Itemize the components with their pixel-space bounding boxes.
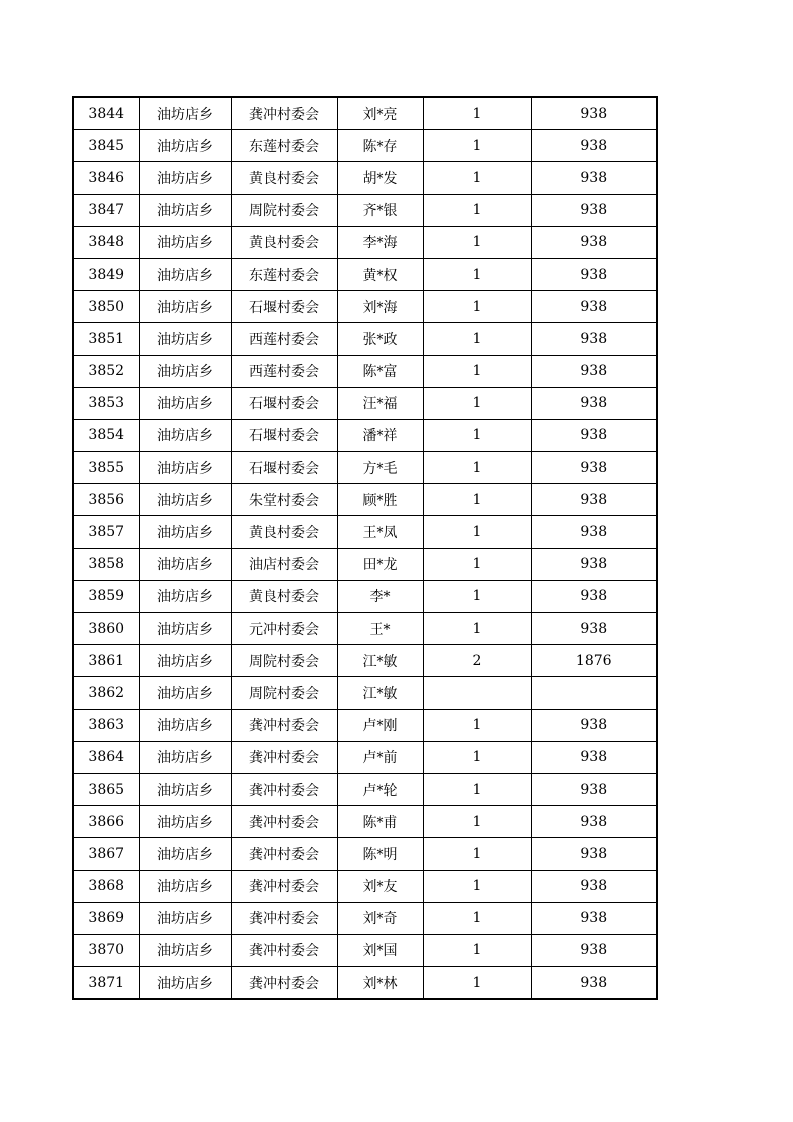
cell-name: 刘*海 — [337, 291, 423, 323]
cell-amount: 938 — [531, 484, 657, 516]
cell-id: 3868 — [73, 870, 139, 902]
cell-amount: 938 — [531, 967, 657, 1000]
table-row — [73, 806, 657, 838]
cell-id: 3854 — [73, 419, 139, 451]
cell-count: 1 — [423, 291, 531, 323]
cell-count: 1 — [423, 452, 531, 484]
cell-village: 油店村委会 — [231, 548, 337, 580]
cell-count: 1 — [423, 967, 531, 1000]
table-row — [73, 258, 657, 290]
cell-amount: 938 — [531, 902, 657, 934]
cell-township: 油坊店乡 — [139, 580, 231, 612]
cell-count: 1 — [423, 484, 531, 516]
cell-id: 3870 — [73, 934, 139, 966]
cell-amount: 938 — [531, 773, 657, 805]
table-row — [73, 580, 657, 612]
table-row — [73, 967, 657, 1000]
cell-count: 1 — [423, 355, 531, 387]
cell-township: 油坊店乡 — [139, 516, 231, 548]
cell-village: 石堰村委会 — [231, 387, 337, 419]
cell-amount: 938 — [531, 452, 657, 484]
cell-township: 油坊店乡 — [139, 130, 231, 162]
cell-id: 3857 — [73, 516, 139, 548]
cell-count: 1 — [423, 323, 531, 355]
cell-name: 刘*国 — [337, 934, 423, 966]
cell-village: 黄良村委会 — [231, 516, 337, 548]
cell-name: 卢*轮 — [337, 773, 423, 805]
table-row — [73, 130, 657, 162]
cell-id: 3863 — [73, 709, 139, 741]
cell-village: 龚冲村委会 — [231, 709, 337, 741]
cell-id: 3855 — [73, 452, 139, 484]
cell-name: 李*海 — [337, 226, 423, 258]
cell-id: 3850 — [73, 291, 139, 323]
cell-count: 1 — [423, 387, 531, 419]
cell-amount: 938 — [531, 741, 657, 773]
cell-id: 3858 — [73, 548, 139, 580]
cell-count: 1 — [423, 419, 531, 451]
cell-name: 李* — [337, 580, 423, 612]
cell-amount: 938 — [531, 387, 657, 419]
table-row — [73, 838, 657, 870]
cell-township: 油坊店乡 — [139, 677, 231, 709]
cell-township: 油坊店乡 — [139, 902, 231, 934]
cell-id: 3864 — [73, 741, 139, 773]
cell-id: 3867 — [73, 838, 139, 870]
table-row — [73, 516, 657, 548]
cell-id: 3859 — [73, 580, 139, 612]
cell-village: 龚冲村委会 — [231, 870, 337, 902]
cell-township: 油坊店乡 — [139, 806, 231, 838]
cell-amount: 938 — [531, 194, 657, 226]
cell-id: 3862 — [73, 677, 139, 709]
cell-township: 油坊店乡 — [139, 613, 231, 645]
cell-count: 1 — [423, 709, 531, 741]
cell-count: 1 — [423, 741, 531, 773]
table-row — [73, 484, 657, 516]
cell-village: 周院村委会 — [231, 645, 337, 677]
cell-name: 胡*发 — [337, 162, 423, 194]
cell-amount: 938 — [531, 806, 657, 838]
table-row — [73, 677, 657, 709]
cell-name: 张*政 — [337, 323, 423, 355]
cell-count — [423, 677, 531, 709]
cell-id: 3860 — [73, 613, 139, 645]
cell-village: 龚冲村委会 — [231, 97, 337, 130]
cell-name: 刘*奇 — [337, 902, 423, 934]
table-row — [73, 162, 657, 194]
cell-amount: 938 — [531, 613, 657, 645]
cell-township: 油坊店乡 — [139, 870, 231, 902]
cell-count: 1 — [423, 162, 531, 194]
cell-township: 油坊店乡 — [139, 194, 231, 226]
cell-township: 油坊店乡 — [139, 226, 231, 258]
cell-village: 元冲村委会 — [231, 613, 337, 645]
cell-name: 陈*甫 — [337, 806, 423, 838]
cell-village: 朱堂村委会 — [231, 484, 337, 516]
cell-count: 1 — [423, 226, 531, 258]
cell-count: 1 — [423, 580, 531, 612]
cell-amount: 938 — [531, 419, 657, 451]
cell-village: 龚冲村委会 — [231, 773, 337, 805]
cell-id: 3852 — [73, 355, 139, 387]
cell-amount: 1876 — [531, 645, 657, 677]
cell-name: 卢*前 — [337, 741, 423, 773]
cell-amount: 938 — [531, 838, 657, 870]
cell-id: 3866 — [73, 806, 139, 838]
cell-id: 3849 — [73, 258, 139, 290]
cell-amount: 938 — [531, 934, 657, 966]
cell-township: 油坊店乡 — [139, 645, 231, 677]
cell-township: 油坊店乡 — [139, 934, 231, 966]
cell-count: 1 — [423, 548, 531, 580]
cell-count: 1 — [423, 902, 531, 934]
table-row — [73, 194, 657, 226]
cell-village: 黄良村委会 — [231, 226, 337, 258]
cell-count: 1 — [423, 97, 531, 130]
cell-amount: 938 — [531, 291, 657, 323]
cell-amount: 938 — [531, 580, 657, 612]
cell-township: 油坊店乡 — [139, 355, 231, 387]
cell-name: 陈*存 — [337, 130, 423, 162]
cell-amount: 938 — [531, 97, 657, 130]
table-row — [73, 226, 657, 258]
cell-name: 刘*友 — [337, 870, 423, 902]
cell-amount: 938 — [531, 870, 657, 902]
cell-township: 油坊店乡 — [139, 419, 231, 451]
cell-village: 石堰村委会 — [231, 291, 337, 323]
cell-name: 刘*亮 — [337, 97, 423, 130]
cell-village: 西莲村委会 — [231, 355, 337, 387]
cell-township: 油坊店乡 — [139, 741, 231, 773]
cell-count: 1 — [423, 516, 531, 548]
table-row — [73, 870, 657, 902]
cell-township: 油坊店乡 — [139, 838, 231, 870]
cell-amount: 938 — [531, 709, 657, 741]
cell-township: 油坊店乡 — [139, 967, 231, 1000]
cell-amount: 938 — [531, 516, 657, 548]
cell-name: 陈*富 — [337, 355, 423, 387]
cell-township: 油坊店乡 — [139, 323, 231, 355]
table-row — [73, 452, 657, 484]
roster-table — [72, 96, 658, 1000]
table-row — [73, 419, 657, 451]
cell-township: 油坊店乡 — [139, 97, 231, 130]
cell-amount — [531, 677, 657, 709]
cell-name: 王* — [337, 613, 423, 645]
cell-id: 3871 — [73, 967, 139, 1000]
cell-name: 田*龙 — [337, 548, 423, 580]
table-row — [73, 548, 657, 580]
cell-id: 3851 — [73, 323, 139, 355]
cell-count: 1 — [423, 870, 531, 902]
cell-amount: 938 — [531, 355, 657, 387]
table-row — [73, 291, 657, 323]
cell-amount: 938 — [531, 548, 657, 580]
cell-name: 卢*刚 — [337, 709, 423, 741]
cell-village: 东莲村委会 — [231, 130, 337, 162]
cell-count: 1 — [423, 934, 531, 966]
cell-count: 1 — [423, 613, 531, 645]
cell-count: 1 — [423, 258, 531, 290]
cell-name: 王*凤 — [337, 516, 423, 548]
table-row — [73, 323, 657, 355]
cell-id: 3865 — [73, 773, 139, 805]
cell-name: 刘*林 — [337, 967, 423, 1000]
cell-township: 油坊店乡 — [139, 258, 231, 290]
roster-table-body — [73, 97, 657, 999]
table-row — [73, 934, 657, 966]
table-row — [73, 741, 657, 773]
cell-township: 油坊店乡 — [139, 452, 231, 484]
cell-name: 顾*胜 — [337, 484, 423, 516]
cell-name: 齐*银 — [337, 194, 423, 226]
cell-village: 石堰村委会 — [231, 452, 337, 484]
table-row — [73, 387, 657, 419]
cell-id: 3844 — [73, 97, 139, 130]
cell-village: 龚冲村委会 — [231, 838, 337, 870]
cell-township: 油坊店乡 — [139, 773, 231, 805]
cell-name: 黄*权 — [337, 258, 423, 290]
cell-village: 龚冲村委会 — [231, 934, 337, 966]
cell-township: 油坊店乡 — [139, 291, 231, 323]
cell-count: 2 — [423, 645, 531, 677]
cell-township: 油坊店乡 — [139, 387, 231, 419]
cell-village: 龚冲村委会 — [231, 902, 337, 934]
table-row — [73, 97, 657, 130]
table-row — [73, 902, 657, 934]
cell-village: 东莲村委会 — [231, 258, 337, 290]
cell-id: 3848 — [73, 226, 139, 258]
cell-amount: 938 — [531, 130, 657, 162]
cell-name: 江*敏 — [337, 645, 423, 677]
cell-name: 方*毛 — [337, 452, 423, 484]
cell-id: 3846 — [73, 162, 139, 194]
table-row — [73, 709, 657, 741]
table-row — [73, 355, 657, 387]
cell-name: 汪*福 — [337, 387, 423, 419]
cell-amount: 938 — [531, 162, 657, 194]
cell-village: 龚冲村委会 — [231, 806, 337, 838]
cell-township: 油坊店乡 — [139, 484, 231, 516]
table-row — [73, 773, 657, 805]
cell-village: 周院村委会 — [231, 194, 337, 226]
table-row — [73, 613, 657, 645]
cell-village: 周院村委会 — [231, 677, 337, 709]
cell-id: 3853 — [73, 387, 139, 419]
cell-amount: 938 — [531, 226, 657, 258]
cell-count: 1 — [423, 773, 531, 805]
cell-id: 3845 — [73, 130, 139, 162]
cell-name: 江*敏 — [337, 677, 423, 709]
cell-village: 石堰村委会 — [231, 419, 337, 451]
cell-count: 1 — [423, 130, 531, 162]
cell-name: 陈*明 — [337, 838, 423, 870]
cell-village: 龚冲村委会 — [231, 741, 337, 773]
cell-id: 3856 — [73, 484, 139, 516]
cell-village: 黄良村委会 — [231, 162, 337, 194]
cell-amount: 938 — [531, 258, 657, 290]
cell-township: 油坊店乡 — [139, 548, 231, 580]
cell-id: 3847 — [73, 194, 139, 226]
cell-count: 1 — [423, 194, 531, 226]
cell-township: 油坊店乡 — [139, 709, 231, 741]
cell-count: 1 — [423, 806, 531, 838]
cell-township: 油坊店乡 — [139, 162, 231, 194]
cell-village: 龚冲村委会 — [231, 967, 337, 1000]
cell-id: 3861 — [73, 645, 139, 677]
cell-village: 黄良村委会 — [231, 580, 337, 612]
cell-name: 潘*祥 — [337, 419, 423, 451]
cell-id: 3869 — [73, 902, 139, 934]
cell-count: 1 — [423, 838, 531, 870]
cell-amount: 938 — [531, 323, 657, 355]
table-row — [73, 645, 657, 677]
cell-village: 西莲村委会 — [231, 323, 337, 355]
